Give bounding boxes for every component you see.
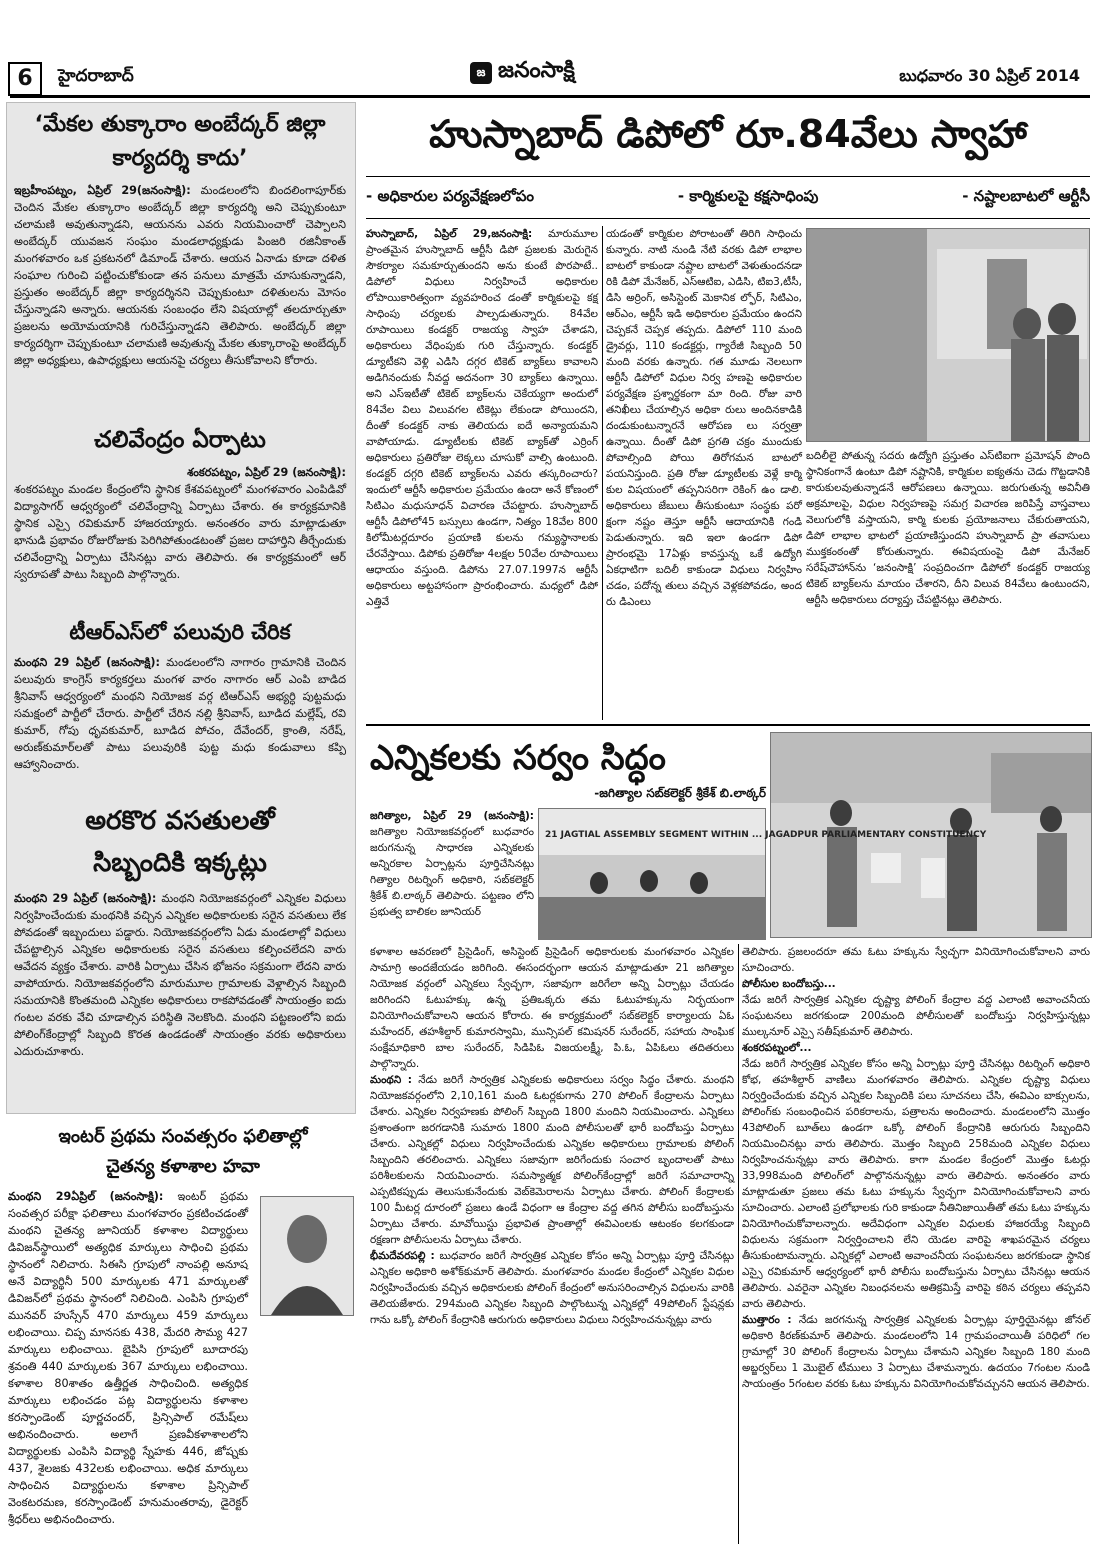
student-portrait-icon [261, 1197, 353, 1315]
dateline: జగిత్యాల, ఏప్రిల్ 29 (జనంసాక్షి): [370, 810, 534, 822]
brand [470, 58, 575, 88]
body-mekala [14, 182, 346, 369]
second-right-col [742, 944, 1090, 1392]
shankar-label: శంకరపట్నంలో... [742, 1042, 812, 1054]
headline-inter-2: చైతన్య కళాశాల హవా [106, 1156, 260, 1177]
depot-scene-icon [807, 229, 1089, 441]
article-text-1: కళాశాల ఆవరణలో ప్రిసైడింగ్, అసిస్టెంట్ ప్రిసైడింగ్ అధికారులకు మంగళవారం ఎన్నికల సామాగ్రి అందజేయడం జరిగింది. ఈసందర్భంగా ఆయన మాట్లాడుతూ 21 జగిత్యాల నియోజక వర్గంలో ఎన్నికలు స్వేచ్ఛగా, సజావుగా జరిగేలా అన్ని ఏర్పాట్లు చేయడం జరిగిందని ఓటుహక్కు ఉన్న ప్రతిఒక్కరు తమ ఓటుహక్కును నిర్భయంగా వినియోగించుకోవాలని ఆయన కోరారు. ఈ కార్యక్రమంలో సబ్‌కలెక్టర్ కార్యాలయ ఏఓ మహేందర్, తహశీల్దార్ కుమారస్వామి, మున్సిపల్ కమిషనర్ సురేందర్, సహాయ సాంఘిక సంక్షేమాధికారి బాల సురేందర్, సిడిపిఓ విజయలక్ష్మీ, పి.ఓ, ఏపిఓలు తదితరులు పాల్గొన్నారు. [370, 946, 734, 1070]
meeting-scene-icon [539, 809, 987, 939]
article-text: ఇంటర్ ప్రథమ సంవత్సర పరీక్షా ఫలితాలు మంగళవారం ప్రకటించడంతో మంథని చైతన్య జూనియర్ కళాశాల విద్యార్థులు డివిజన్‌స్థాయిలో అత్యధిక మార్కులు సాధించి ప్రథమ స్థానంలో నిలిచారు. సిఈసి గ్రూపులో నాంపల్లి అనూష అనే విద్యార్థినీ 500 మార్కులకు 471 మార్కులతో డివిజన్‌లో ప్రథమ స్థానంలో నిలిచింది. ఎంపిసి గ్రూపులో మునవర్ హుస్సేన్ 470 మార్కులు 459 మార్కులు లభించాయి. చిప్ప మానసకు 438, మేదరి సౌమ్య 427 మార్కులు లభించాయి. బైపిసి గ్రూపులో బూదారపు శ్రవంతి 440 మార్కులకు 367 మార్కులు లభించాయి. కళాశాల 80శాతం ఉత్తీర్ణత సాధించింది. అత్యధిక మార్కులు లభించడం పట్ల విద్యార్థులను కళాశాల కరస్పాండెంట్ పూర్ణచందర్, ప్రిన్సిపాల్ రమేష్‌లు అభినందించారు. అలాగే ప్రణవీకళాశాలలోని విద్యార్థులకు ఎంపిసి విద్యార్థి స్నేహకు 446, జోష్నకు 437, శైలజకు 432లకు లభించాయి. అధిక మార్కులు సాధించిన విద్యార్థులను కళాశాల ప్రిన్సిపాల్ వెంకటరమణ, కరస్పాండెంట్ హనుమంతరావు, డైరెక్టర్ శ్రీధర్‌లు అభినందించారు. [8, 1190, 248, 1526]
article-chalivendram [14, 422, 346, 583]
masthead [0, 0, 1100, 96]
newspaper-logo-icon: జ [470, 62, 492, 84]
brand-name: జనంసాక్షి [498, 58, 575, 83]
article-text: మండలంలోని నాగారం గ్రామానికి చెందిన పలువురు కాంగ్రెస్ కార్యకర్తలు మంగళ వారం నాగారం ఆర్ ఎంపి బాడిద శ్రీనివాస్ ఆధ్వర్యంలో మంథని నియోజక వర్గ టిఆర్ఎస్ అభ్యర్ధి పుట్టమధు సమక్షంలో పార్టీలో చేరారు. పార్టీలో చేరిన నల్లి శ్రీనివాస్, బూడిద మల్లేష్, రవి కుమార్, గోపు ధృవకుమార్, బూడిద పోచం, దేవేందర్, క్రాంతి, నరేష్, అరుణ్‌కుమార్‌లతో పాటు పలువురికి పుట్ట మధు కండువాలు కప్పి ఆహ్వానించారు. [14, 656, 346, 771]
section-rule [366, 724, 1090, 726]
body-arakora [14, 890, 346, 1060]
police-text: నేడు జరిగే సార్వత్రిక ఎన్నికల దృష్ట్యా పోలింగ్ కేంద్రాల వద్ద ఎలాంటి అవాంచనీయ సంఘటనలు జరగకుండా 200మంది పోలీసులతో బందోబస్తు నిర్వహిస్తున్నట్లు ముల్కనూర్ ఎస్సై సతీష్‌కుమార్ తెలిపారు. [742, 994, 1090, 1038]
lead-subheads [366, 180, 1090, 216]
lead-col-2: యడంతో కార్మికుల పోరాటంతో తిరిగి సాధించు కున్నారు. నాటి నుండి నేటి వరకు డిపో లాభాల బాటలో కాకుండా నష్టాల బాటలో వెళుతుందనడా రికి డిపో మేనేజర్, ఎస్ఆటిఐ, ఎడిసి, టిఐ3,టీసీ, డిసి అర్రింగ్, అసిస్టెంట్ మెకానిక ల్ఫోర్, సిటిఎం, ఆర్ఎం, ఆర్టీసీ ఇడి అధికారుల ప్రమేయం ఉందని చెప్పకనే చెప్పక తప్పదు. డిపోలో 110 మంది డ్రైవర్లు, 110 కండక్టర్లు, గ్యారేజీ సిబ్బంది 50 మంది వరకు ఉన్నారు. గత మూడు నెలలుగా ఆర్టీసీ డిపోలో విధుల నిర్వ హణపై అధికారుల పర్యవేక్షణ ప్రశ్నార్థకంగా మా రింది. రోజు వారి తనిఖీలు చేయాల్సిన అధికా రులు అందినకాడికి దండుకుంటున్నారనే ఆరోపణ లు సర్వత్రా ఉన్నాయి. దీంతో డిపో ప్రగతి చక్రం ముందుకు పోవాల్సింది పోయి తిరోగమన బాటలో పయనిస్తుంది. ప్రతి రోజు డ్యూటీలకు వెళ్లే కార్మి కుల విషయంలో తప్పనిసరిగా రెకింగ్ ఉం డాలి. అధికారులు జేబులు తీసుకుంటూ సంస్థకు పరో క్షంగా నష్టం తెస్తూ ఆర్టీసీ ఆదాయానికి గండి పెడుతున్నారు. ఇది ఇలా ఉండగా డిపో ప్రారంభమై 17ఏళ్లు కావస్తున్న ఒకే ఉద్యోగి ఏకధాటిగా బదిలీ కాకుండా విధులు నిర్వహిం చడం, పదోన్న తులు వచ్చిన వెళ్లకపోవడం, అంద రు డిఎంలు [606, 228, 802, 608]
dateline: మంథని 29ఏప్రిల్ (జనంసాక్షి): [8, 1190, 164, 1203]
muttaram-text: నేడు జరగనున్న సార్వత్రిక ఎన్నికలకు ఏర్పాట్లు పూర్తియైనట్లు జోనల్ అధికారి కిరణ్‌కుమార్ తెలిపారు. మండలంలోని 14 గ్రామపంచాయితీ పరిధిలో గల గ్రామాల్లో 30 పోలింగ్ కేంద్రాలను ఏర్పాటు చేశామని ఎన్నికల సిబ్బంది 180 మంది అబ్జర్వర్‌లు 1 మొబైల్ టీములు 3 ఏర్పాటు చేశామన్నారు. ఉదయం 7గంటల నుండి సాయంత్రం 5గంటల వరకు ఓటు హక్కును వినియోగించుకోవచ్చునని ఆయన తెలిపారు. [742, 1314, 1090, 1390]
lead-headline-block [366, 104, 1090, 174]
banner-text: 21 JAGTIAL ASSEMBLY SEGMENT WITHIN ... JAGADPUR PARLIAMENTARY CONSTITUENCY [545, 830, 987, 840]
second-headline-block [370, 732, 766, 803]
dateline: శంకరపట్నం, ఏప్రిల్ 29 (జనంసాక్షి): [187, 466, 346, 479]
headline-arakora-1: అరకొర వసతులతో [85, 806, 275, 836]
article-arakora [14, 800, 346, 1060]
article-text: మారుమూల ప్రాంతమైన హుస్నాబాద్ ఆర్టీసీ డిపో ప్రజలకు మెరుగైన సౌకర్యాల సమకూర్చుతుందని అను కుంటే పొరపాటే.. డిపోలో విధులు నిర్వహించే అధికారుల లోపాయికారిత్వంగా వ్యవహరించ డంతో కార్మికులపై కక్ష సాధింపు చర్యలకు పాల్పడుతున్నారు. 84వేల రూపాయిలు కండక్టర్ రాజయ్య స్వాహ చేశాడని, అధికారులు వేధింపుకు గురి చేస్తున్నారు. కండక్టర్ డ్యూటీకని వెళ్లి ఎడిసి దగ్గర టికెట్ బ్యాక్‌లు కావాలని అడిగినందుకు నీవద్ద అదనంగా 30 బ్యాక్‌లు ఉన్నాయి. అని ఎస్ఇటీతో టికెట్ బ్యాక్‌లను చెకేయ్యగా అందులో 84వేల విలు విలువగల టికెట్లు లేకుండా పోయిందని, దీంతో కండక్టర్ నాకు తెలియదు ఐదే అన్యాయమని వాపోయాడు. డ్యూటీలకు టికెట్ బ్యాక్‌తో ఎర్రింగ్ అధికారులు ప్రతిరోజు లెక్కలు చూసుకో వాల్సి ఉంటుంది. కండక్టర్ దగ్గరి టికెట్ బ్యాక్‌లను ఎవరు తస్కరించారు? ఇందులో ఆర్టీసీ అధికారుల ప్రమేయం ఉందా అనే కోణంలో సిటిఎం మధుసూధన్ విచారణ చేపట్టారు. హుస్నాబాద్ ఆర్టీసీ డిపోలో45 బస్సులు ఉండగా, నిత్యం 18వేల 800 కిలోమీటర్లదూరం ప్రయాణి కులను గమ్యస్థానాలకు చేరవేస్తాయి. డిపోకు ప్రతిరోజు 4లక్షల 50వేల రూపాయిలు ఆధాయం వస్తుంది. డిపోను 27.07.1997న ఆర్టీసీ అధికారులు అట్టహాసంగా ప్రారంభించారు. మధ్యలో డిపో ఎత్తివే [366, 228, 598, 608]
dateline-chalivendram [14, 464, 346, 481]
col-divider [602, 226, 603, 720]
page-number: 6 [8, 62, 42, 96]
col-divider-2 [738, 944, 739, 1544]
bheem-text: బుధవారం జరిగే సార్వత్రిక ఎన్నికల కోసం అన్ని ఏర్పాట్లు పూర్తి చేసినట్లు ఎన్నికల అధికారి అశోక్‌కుమార్ తెలిపారు. మంగళవారం మండల కేంద్రంలో ఎన్నికల విధుల నిర్వహించేందుకు వచ్చిన అధికారులకు పోలింగ్ కేంద్రంలో అనుసరించాల్సిన విధులను వారికి తెలియజేశారు. 294మంది ఎన్నికల సిబ్బంది పాల్గొంటున్న ఎన్నికల్లో 49పోలింగ్ స్టేషన్లకు గాను ఒక్కో పోలింగ్ కేంద్రానికి ఆరుగురు అధికారులు విధులు నిర్వహించనున్నట్లు వారు [370, 1250, 735, 1326]
lead-subhead-1: - అధికారుల పర్యవేక్షణలోపం [366, 187, 535, 205]
depot-photo [806, 228, 1090, 442]
headline-chalivendram: చలివేంద్రం ఏర్పాటు [94, 427, 266, 453]
lead-col-1 [366, 226, 598, 610]
col-r-text: తెలిపారు. ప్రజలందరూ తమ ఓటు హక్కును స్వేచ్ఛగా వినియోగించుకోవాలని వారు సూచించారు. [742, 946, 1090, 974]
article-text: మండలంలోని బిందలింగాపూర్‌కు చెందిన మేకల తుక్కారాం అంబేద్కర్ జిల్లా కార్యదర్శి అని చెప్పుకుంటూ చలామణి అవుతున్నాడని, ఆయనను ఎవరు నియమించారో చెప్పాలని అంబేద్కర్ యువజన సంఘం మండలాధ్యక్షుడు పింజరి రజినీకాంత్ మంగళవారం ఒక ప్రకటనలో డిమాండ్ చేశారు. ఆయన ఏనాడు కూడా దళిత సంఘాల గురించి పట్టించుకోకుండా తన పనులు మాత్రమే చూసుకున్నాడని, ప్రస్తుతం అంబేద్కర్ జిల్లా కార్యదర్శినని చెప్పుకుంటూ దళితులను మోసం చేస్తున్నాడని అన్నారు. ఆయనకు సంబంధం లేని విషయాల్లో తలదూర్చుతూ ప్రజలను అయోమయానికి గురిచేస్తున్నాడని తెలిపారు. అంబేద్కర్ జిల్లా కార్యదర్శిగా చెప్పుకుంటూ చలామణి అవుతున్న మేకల తుక్కారాంపై అంబేద్కర్ జిల్లా అధ్యక్షులు, ఉపాధ్యక్షులు ఆయనపై చర్యలు తీసుకోవాలని కోరారు. [14, 184, 346, 367]
headline-arakora-2: సిబ్బందికి ఇక్కట్లు [93, 848, 267, 878]
city-label: హైదరాబాద్ [58, 66, 134, 86]
meeting-photo [538, 808, 987, 940]
shankar-text: నేడు జరిగే సార్వత్రిక ఎన్నికల కోసం అన్ని ఏర్పాట్లు పూర్తి చేసినట్లు రిటర్నింగ్ అధికారి కోభ, తహశీల్దార్ వాణిలు మంగళవారం తెలిపారు. ఎన్నికల దృష్ట్యా విధులు నిర్వర్తించేందుకు వచ్చిన ఎన్నికల సిబ్బందికి పలు సూచనలు చేసి, ఈవిఎం బాక్సులను, పోలింగ్‌కు సంబంధించిన పరికరాలను, పత్రాలను అందించారు. మండలంలోని మొత్తం 43పోలింగ్ బూత్‌లు ఉండగా ఒక్కో పోలింగ్ కేంద్రానికి ఆరుగురు సిబ్బందిని నియమించినట్లు వారు తెలిపారు. మొత్తం సిబ్బంది 258మంది ఎన్నికల విధులు నిర్వహించనున్నట్లు వారు తెలిపారు. కాగా మండల కేంద్రంలో మొత్తం ఓటర్లు 33,998మంది పోలింగ్‌లో పాల్గొననున్నట్లు వారు తెలిపారు. అనంతరం వారు మాట్లాడుతూ ప్రజలు తమ ఓటు హక్కును స్వేచ్ఛగా వినియోగించుకోవాలని వారు సూచించారు. ఎలాంటి ప్రలోభాలకు గురి కాకుండా నీతినిజాయితీతో తమ ఓటు హక్కును వినియోగించుకోవాలన్నారు. అదేవిధంగా ఎన్నికల విధులకు హాజరయ్యే సిబ్బంది విధులను సక్రమంగా నిర్వర్తించాలని లేని యెడల వారిపై శాఖపరమైన చర్యలు తీసుకుంటామన్నారు. ఎన్నికల్లో ఎలాంటి అవాంచనీయ సంఘటనలు జరగకుండా స్థానిక ఎస్సై రవికుమార్ ఆధ్వర్యంలో భారీ పోలీసు బందోబస్తును ఏర్పాటు చేసినట్లు ఆయన తెలిపారు. ఎవరైనా ఎన్నికల నిబంధనలను అతిక్రమిస్తే వారిపై కఠిన చర్యలు తప్పవని వారు తెలిపారు. [742, 1058, 1090, 1310]
body-chalivendram: శంకరపట్నం మండల కేంద్రంలోని స్థానిక కేశవపట్నంలో మంగళవారం ఎంపిడివో విద్యాసాగర్ ఆధ్వర్యంలో చలివేంద్రాన్ని ఏర్పాటు చేశారు. ఈ కార్యక్రమానికి స్థానిక ఎస్సై రవికుమార్ హాజరయ్యారు. అనంతరం వారు మాట్లాడుతూ భానుడి ప్రభావం రోజురోజుకు పెరిగిపోతుండటంతో ప్రజల దాహార్తిని తీర్చేందుకు చలివేంద్రాన్ని ఏర్పాటు చేసినట్లు వారు తెలిపారు. ఈ కార్యక్రమంలో ఆర్ స్వరూపతో పాటు సిబ్బంది పాల్గొన్నారు. [14, 483, 346, 581]
second-byline: -జగిత్యాల సబ్‌కలెక్టర్ శ్రీకేశ్ బి.లాఠ్కర్ [594, 786, 766, 800]
manthani-label: మంథని : [370, 1074, 412, 1086]
manthani-text: నేడు జరిగే సార్వత్రిక ఎన్నికలకు అధికారులు సర్వం సిద్ధం చేశారు. మంథని నియోజకవర్గంలోని 2,10,161 మంది ఓటర్లకుగాను 270 పోలింగ్ కేంద్రాలను ఏర్పాటు చేశారు. ఎన్నికల నిర్వహణకు పోలింగ్ సిబ్బంది 1800 మందిని నియమించారు. ఎన్నికలు ప్రశాంతంగా జరగడానికి సుమారు 1800 మంది పోలీసులతో భారీ బందోబస్తు ఏర్పాటు చేశారు. ఎన్నికల్లో విధులు నిర్వహించేందుకు ఎన్నికల అధికారులు గ్రామాలకు పోలింగ్ సిబ్బందిని తరలించారు. ఎన్నికలు సజావుగా జరిగేందుకు సంచార బృందాలతో పాటు పరిశీలకులను నియమించారు. సమస్యాత్మక పోలింగ్‌కేంద్రాల్లో జరిగే సమాచారాన్ని ఎప్పటికప్పుడు తెలుసుకునేందుకు వెబ్‌కెమెరాలను ఏర్పాటు చేశారు. పోలింగ్ కేంద్రాలకు 100 మీటర్ల దూరంలో ప్రజలు ఉండే విధంగా ఆ కేంద్రాల వద్ద తగిన పోలీసు బందోబస్తును ఏర్పాటు చేశారు. మావోయిస్టు ప్రభావిత ప్రాంతాల్లో ఈవిఎంలకు ఆటంకం కలగకుండా రక్షణగా పోలీసులను ఏర్పాటు చేశారు. [370, 1074, 734, 1246]
article-text: జగిత్యాల నియోజకవర్గంలో బుధవారం జరుగనున్న సాధారణ ఎన్నికలకు అన్నిరకాల ఏర్పాట్లను పూర్తిచేసినట్లు గిత్యాల రిటర్నింగ్ అధికారి, సబ్‌కలెక్టర్ శ్రీకేశ్ బి.లాఠ్కర్ తెలిపారు. పట్టణం లోని ప్రభుత్వ బాలికల జూనియర్ [370, 826, 534, 918]
lead-headline: హుస్నాబాద్ డిపోలో రూ.84వేలు స్వాహా [429, 112, 1027, 156]
bheem-label: భీమదేవరపల్లి : [370, 1250, 435, 1262]
dateline: మంథని 29 ఏప్రిల్ (జనంసాక్షి): [14, 656, 160, 669]
dateline: మంథని 29 ఏప్రిల్ (జనంసాక్షి): [14, 892, 157, 905]
lead-col-3: బదిలీలై పోతున్న సదరు ఉద్యోగి ప్రస్తుతం ఎస్‌టిఐగా ప్రమోషన్ పొంది స్థానికంగానే ఉంటూ డిపో నష్టానికి, కార్మికుల ఐక్యతను చెడు గొట్టడానికి కారుకులవుతున్నాడనే ఆరోపణలు ఉన్నాయి. జరుగుతున్న అవినీతి అక్రమాలపై, విధుల నిర్వహణపై సమగ్ర విచారణ జరిపిస్తే వాస్తవాలు వెలుగులోకి వస్తాయని, కార్మి కులకు ప్రయోజనాలు చేకురుతాయని, డిపో లాభాల భాటలో ప్రయాణిస్తుందని హుస్నాబాద్ ప్రా తవాసులు ముక్తకంఠంతో కోరుతున్నారు. ఈవిషయంపై డిపో మేనేజర్ సరేష్‌చౌహాన్‌ను ‘జనంసాక్షి’ సంప్రదించగా డిపోలో కండక్టర్ రాజయ్య టికెట్ బ్యాక్‌లను మాయం చేశారని, దీని విలువ 84వేలు ఉంటుందని, ఆర్టీసి అధికారులు దర్యాప్తు చేపట్టినట్లు తెలిపారు. [806, 450, 1090, 606]
headline-mekala: ‘మేకల తుక్కారాం అంబేద్కర్ జిల్లా కార్యదర్శి కాదు’ [34, 112, 326, 171]
body-inter [8, 1188, 248, 1528]
second-wide-col [370, 944, 734, 1328]
lead-subhead-rule-bottom [366, 218, 1090, 219]
muttaram-label: ముత్తారం : [742, 1314, 792, 1326]
second-narrow-col [370, 808, 534, 920]
student-photo [260, 1196, 354, 1316]
dateline: హుస్నాబాద్, ఏప్రిల్ 29,జనంసాక్షి: [366, 228, 533, 240]
lead-subhead-rule-top [366, 176, 1090, 177]
lead-subhead-3: - నష్టాలబాటలో ఆర్టీసీ [962, 187, 1090, 205]
headline-trs: టీఆర్ఎస్‌లో పలువురి చేరిక [69, 620, 291, 644]
masthead-rule [10, 95, 1090, 98]
issue-date: బుధవారం 30 ఏప్రిల్ 2014 [899, 66, 1080, 85]
second-headline: ఎన్నికలకు సర్వం సిద్ధం [370, 738, 666, 778]
article-inter-results [8, 1122, 358, 1528]
article-text: మంథని నియోజకవర్గంలో ఎన్నికల విధులు నిర్వహించేందుకు మంథనికి వచ్చిన ఎన్నికల అధికారులకు సరైన వసతులు లేక పోవడంతో ఇబ్బందులు పడ్డారు. నియోజకవర్గంలోని ఏడు మండలాల్లో విధులు చేపట్టాల్సిన ఎన్నికల అధికారులకు సరైన వసతులు కల్పించలేదని వారు ఆవేదన వ్యక్తం చేశారు. వారికి ఏర్పాటు చేసిన భోజనం సక్రమంగా లేదని వారు వాపోయారు. నియోజకవర్గంలోని మారుమూల గ్రామాలకు వెళ్లాల్సిన సిబ్బంది సమయానికి కొంతమంది ఎన్నికల అధికారులు రాకపోవడంతో సాయంత్రం ఐదు గంటల వరకు వేచి చూడాల్సిన పరిస్థితి నెలకొంది. మంథని పట్టణంలోని ఐదు పోలింగ్‌కేంద్రాల్లో సిబ్బంది కొరత ఉండడంతో సాయంత్రం వరకు అధికారులు ఎదురుచూశారు. [14, 892, 346, 1058]
body-trs [14, 654, 346, 773]
dateline: ఇబ్రహీంపట్నం, ఏప్రిల్ 29(జనంసాక్షి): [14, 184, 191, 197]
police-label: పోలీసుల బందోబస్తు... [742, 978, 836, 990]
lead-subhead-2: - కార్మికులపై కక్షసాధింపు [677, 187, 819, 205]
article-mekala [14, 108, 346, 369]
article-trs [14, 614, 346, 773]
headline-inter-1: ఇంటర్ ప్రథమ సంవత్సరం ఫలితాల్లో [58, 1126, 308, 1147]
